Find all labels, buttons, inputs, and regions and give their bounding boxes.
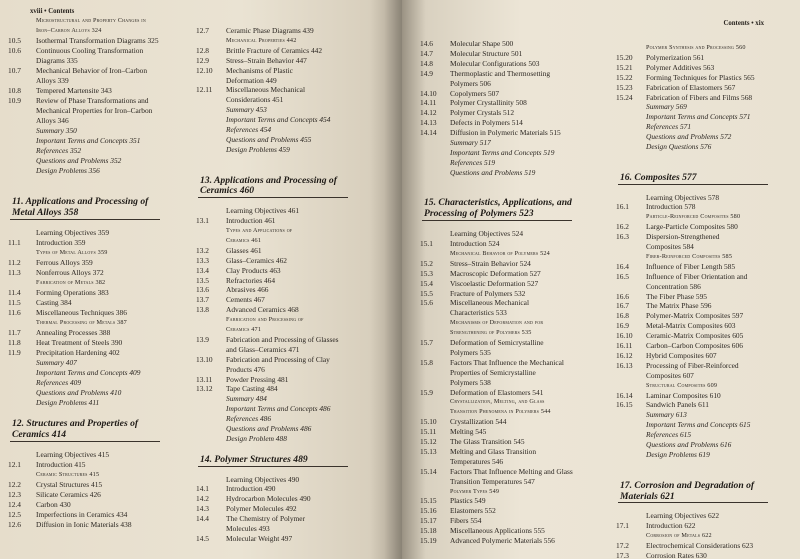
chapter-underline — [198, 197, 348, 198]
section-number: 15.2 — [420, 258, 433, 268]
entry-title: Introduction 359 — [36, 238, 86, 247]
entry-title: Important Terms and Concepts 519 — [450, 147, 555, 157]
entry-title: 15. Characteristics, Applications, and — [424, 197, 572, 209]
entry-title: Stress–Strain Behavior 447 — [226, 55, 307, 65]
entry-title: Learning Objectives 461 — [226, 206, 300, 216]
section-number: 13.12 — [196, 384, 213, 394]
section-number: 13.9 — [196, 334, 209, 344]
entry-title: Structural Composites 609 — [646, 381, 718, 389]
entry-title: Strengthening of Polymers 535 — [450, 329, 532, 337]
page-gutter-shadow — [384, 0, 402, 559]
entry-title: Products 476 — [226, 364, 265, 374]
section-number: 13.2 — [196, 245, 209, 255]
entry-title: Mechanical Behavior of Polymers 524 — [450, 249, 550, 257]
entry-title: Fabrication of Elastomers 567 — [646, 82, 736, 92]
entry-title: Considerations 451 — [226, 95, 284, 105]
entry-title: Iron–Carbon Alloys 324 — [36, 27, 102, 34]
chapter-underline — [618, 502, 768, 503]
entry-title: Polymer Crystals 512 — [450, 108, 515, 118]
entry-title: Annealing Processes 388 — [36, 328, 111, 337]
entry-title: Polymer Molecules 492 — [226, 504, 297, 514]
section-number: 12.10 — [196, 65, 213, 75]
entry-title: Learning Objectives 490 — [226, 474, 300, 484]
section-number: 15.15 — [420, 496, 437, 506]
entry-title: Factors That Influence the Mechanical — [450, 357, 564, 367]
section-number: 15.23 — [616, 82, 633, 92]
chapter-underline — [422, 220, 572, 221]
entry-title: Questions and Problems 486 — [226, 424, 312, 433]
entry-title: Introduction 461 — [226, 216, 276, 226]
section-number: 15.18 — [420, 526, 437, 536]
entry-title: Transition Temperatures 547 — [450, 476, 535, 486]
section-number: 14.13 — [420, 118, 437, 128]
section-number: 14.10 — [420, 88, 437, 98]
section-number: 12.5 — [8, 510, 21, 519]
entry-title: Cements 467 — [226, 295, 265, 305]
entry-title: References 409 — [36, 378, 82, 387]
entry-title: Alloys 346 — [36, 116, 69, 125]
section-number: 16.14 — [616, 390, 633, 400]
entry-title: Precipitation Hardening 402 — [36, 348, 120, 357]
entry-title: Polymerization 561 — [646, 52, 705, 62]
entry-title: Processing of Fiber-Reinforced — [646, 360, 739, 370]
section-number: 15.11 — [420, 427, 437, 437]
entry-title: Fabrication and Processing of Clay — [226, 354, 330, 364]
entry-title: References 352 — [36, 146, 82, 155]
section-number: 16.4 — [616, 261, 629, 271]
section-number: 10.8 — [8, 86, 21, 95]
section-number: 11.7 — [8, 328, 21, 337]
entry-title: Questions and Problems 616 — [646, 440, 732, 449]
entry-title: Sandwich Panels 611 — [646, 400, 709, 410]
section-number: 14.3 — [196, 504, 209, 514]
entry-title: Polymer Crystallinity 508 — [450, 98, 527, 108]
entry-title: Introduction 578 — [646, 202, 696, 212]
entry-title: Silicate Ceramics 426 — [36, 490, 101, 499]
section-number: 11.2 — [8, 258, 21, 267]
entry-title: Types of Metal Alloys 359 — [36, 249, 108, 256]
section-number: 16.13 — [616, 360, 633, 370]
entry-title: Diffusion in Ionic Materials 438 — [36, 520, 132, 529]
entry-title: Design Problems 459 — [226, 144, 290, 154]
section-number: 15.6 — [420, 298, 433, 308]
section-number: 17.2 — [616, 541, 629, 550]
entry-title: Heat Treatment of Steels 390 — [36, 338, 123, 347]
entry-title: Design Questions 576 — [646, 142, 712, 151]
entry-title: Miscellaneous Mechanical — [450, 298, 530, 308]
section-number: 15.4 — [420, 278, 433, 288]
section-number: 13.4 — [196, 265, 209, 275]
entry-title: Mechanical Properties 442 — [226, 36, 297, 44]
section-number: 13.6 — [196, 285, 209, 295]
entry-title: Summary 517 — [450, 138, 491, 147]
section-number: 10.6 — [8, 46, 21, 55]
section-number: 12.6 — [8, 520, 21, 529]
entry-title: Influence of Fiber Length 585 — [646, 261, 736, 271]
entry-title: Design Problem 488 — [226, 433, 287, 443]
entry-title: Diffusion in Polymeric Materials 515 — [450, 128, 561, 138]
entry-title: Summary 484 — [226, 394, 267, 404]
entry-title: Fabrication and Processing of — [226, 316, 304, 324]
entry-title: Polymers 535 — [450, 347, 491, 357]
section-number: 12.9 — [196, 55, 209, 65]
entry-title: Advanced Ceramics 468 — [226, 305, 299, 315]
entry-title: Questions and Problems 455 — [226, 134, 312, 144]
section-number: 14.8 — [420, 58, 433, 68]
entry-title: Alloys 339 — [36, 76, 69, 85]
section-number: 10.7 — [8, 66, 21, 75]
entry-title: 13. Applications and Processing of — [200, 174, 337, 186]
section-number: 13.3 — [196, 255, 209, 265]
section-number: 16.9 — [616, 321, 629, 331]
entry-title: Electrochemical Considerations 623 — [646, 541, 754, 550]
entry-title: Polymer Synthesis and Processing 560 — [646, 44, 746, 51]
section-number: 14.7 — [420, 48, 433, 58]
entry-title: Introduction 622 — [646, 521, 696, 531]
section-number: 15.8 — [420, 357, 433, 367]
entry-title: Polymers 538 — [450, 377, 491, 387]
entry-title: Clay Products 463 — [226, 265, 281, 275]
entry-title: Summary 569 — [646, 102, 687, 112]
entry-title: 12. Structures and Properties of — [12, 418, 139, 429]
entry-title: Learning Objectives 524 — [450, 229, 524, 239]
entry-title: Tape Casting 484 — [226, 384, 278, 394]
entry-title: Carbon–Carbon Composites 606 — [646, 341, 743, 350]
section-number: 13.8 — [196, 305, 209, 315]
entry-title: Questions and Problems 352 — [36, 156, 122, 165]
entry-title: Viscoelastic Deformation 527 — [450, 278, 539, 288]
entry-title: Plastics 549 — [450, 496, 486, 506]
entry-title: Hybrid Composites 607 — [646, 350, 717, 360]
section-number: 15.14 — [420, 466, 437, 476]
entry-title: Molecular Configurations 503 — [450, 58, 540, 68]
entry-title: Ceramics 461 — [226, 236, 262, 244]
entry-title: Crystal Structures 415 — [36, 480, 103, 489]
entry-title: Isothermal Transformation Diagrams 325 — [36, 36, 159, 45]
entry-title: References 615 — [646, 430, 692, 440]
entry-title: Elastomers 552 — [450, 506, 496, 516]
chapter-underline — [198, 466, 348, 467]
entry-title: Molecules 493 — [226, 524, 270, 533]
entry-title: Influence of Fiber Orientation and — [646, 271, 748, 281]
entry-title: Molecular Shape 500 — [450, 39, 514, 48]
entry-title: The Fiber Phase 595 — [646, 291, 707, 301]
section-number: 12.11 — [196, 85, 213, 95]
entry-title: Polymer Additives 563 — [646, 62, 715, 72]
entry-title: Polymer-Matrix Composites 597 — [646, 311, 744, 321]
section-number: 16.10 — [616, 331, 633, 341]
chapter-underline — [10, 219, 160, 220]
entry-title: Introduction 415 — [36, 460, 86, 469]
entry-title: Design Problems 356 — [36, 166, 100, 175]
section-number: 14.12 — [420, 108, 437, 118]
entry-title: References 519 — [450, 157, 496, 167]
section-number: 16.2 — [616, 222, 629, 232]
section-number: 14.9 — [420, 68, 433, 78]
section-number: 10.5 — [8, 36, 21, 45]
entry-title: Learning Objectives 578 — [646, 192, 720, 202]
entry-title: Advanced Polymeric Materials 556 — [450, 536, 555, 545]
chapter-underline — [10, 441, 160, 442]
entry-title: Important Terms and Concepts 571 — [646, 112, 751, 122]
entry-title: Fracture of Polymers 532 — [450, 288, 526, 298]
entry-title: Fiber-Reinforced Composites 585 — [646, 252, 733, 260]
entry-title: Miscellaneous Mechanical — [226, 85, 306, 95]
entry-title: Crystallization 544 — [450, 417, 507, 427]
entry-title: Diagrams 335 — [36, 56, 78, 65]
entry-title: Important Terms and Concepts 486 — [226, 404, 331, 414]
entry-title: Forming Techniques for Plastics 565 — [646, 72, 755, 82]
chapter-underline — [618, 184, 768, 185]
section-number: 11.6 — [8, 308, 21, 317]
section-number: 16.12 — [616, 350, 633, 360]
entry-title: Characteristics 533 — [450, 308, 507, 318]
section-number: 13.1 — [196, 216, 209, 226]
section-number: 15.13 — [420, 446, 437, 456]
section-number: 16.1 — [616, 202, 629, 212]
section-number: 16.6 — [616, 291, 629, 301]
section-number: 13.7 — [196, 295, 209, 305]
entry-title: Laminar Composites 610 — [646, 390, 721, 400]
entry-title: Glass–Ceramics 462 — [226, 255, 287, 265]
entry-title: Carbon 430 — [36, 500, 71, 509]
section-number: 16.8 — [616, 311, 629, 321]
entry-title: Ceramic Phase Diagrams 439 — [226, 26, 314, 35]
entry-title: Metal Alloys 358 — [12, 207, 79, 218]
entry-title: Introduction 524 — [450, 239, 500, 248]
entry-title: Nonferrous Alloys 372 — [36, 268, 104, 277]
section-number: 13.10 — [196, 354, 213, 364]
entry-title: Fabrication and Processing of Glasses — [226, 334, 339, 344]
section-number: 17.3 — [616, 550, 629, 559]
section-number: 11.3 — [8, 268, 21, 277]
section-number: 11.1 — [8, 238, 21, 247]
section-number: 15.17 — [420, 516, 437, 526]
section-number: 15.1 — [420, 239, 433, 248]
section-number: 16.3 — [616, 232, 629, 242]
entry-title: Materials 621 — [620, 490, 675, 502]
entry-title: Design Problems 619 — [646, 449, 710, 459]
entry-title: Important Terms and Concepts 409 — [36, 368, 141, 377]
entry-title: Types and Applications of — [226, 227, 293, 234]
entry-title: Ceramic Structures 415 — [36, 471, 100, 478]
entry-title: Ceramics 460 — [200, 185, 255, 197]
entry-title: Fibers 554 — [450, 516, 482, 526]
section-number: 14.11 — [420, 98, 437, 108]
section-number: 15.21 — [616, 62, 633, 72]
entry-title: Refractories 464 — [226, 275, 276, 285]
entry-title: References 571 — [646, 122, 692, 132]
entry-title: Transition Phenomena in Polymers 544 — [450, 408, 551, 416]
entry-title: Learning Objectives 415 — [36, 450, 110, 459]
section-number: 14.14 — [420, 128, 437, 138]
entry-title: The Glass Transition 545 — [450, 437, 525, 446]
section-number: 15.10 — [420, 417, 437, 427]
section-number: 14.2 — [196, 494, 209, 504]
section-number: 17.1 — [616, 521, 629, 531]
entry-title: References 486 — [226, 414, 272, 424]
section-number: 12.7 — [196, 26, 209, 35]
entry-title: Polymer Types 549 — [450, 487, 500, 495]
entry-title: Questions and Problems 410 — [36, 388, 122, 397]
section-number: 14.5 — [196, 533, 209, 543]
entry-title: Crystallization, Melting, and Glass — [450, 398, 545, 406]
section-number: 12.1 — [8, 460, 21, 469]
entry-title: Casting 384 — [36, 298, 72, 307]
entry-title: Summary 407 — [36, 358, 77, 367]
entry-title: Concentration 586 — [646, 281, 701, 291]
entry-title: 14. Polymer Structures 489 — [200, 453, 308, 465]
section-number: 12.8 — [196, 45, 209, 55]
section-number: 15.9 — [420, 387, 433, 397]
entry-title: Questions and Problems 519 — [450, 167, 536, 177]
entry-title: Molecular Weight 497 — [226, 533, 293, 543]
section-number: 16.15 — [616, 400, 633, 410]
entry-title: and Glass–Ceramics 471 — [226, 344, 300, 354]
entry-title: Processing of Polymers 523 — [424, 208, 534, 220]
entry-title: Miscellaneous Applications 555 — [450, 526, 545, 536]
entry-title: Mechanical Behavior of Iron–Carbon — [36, 66, 148, 75]
entry-title: The Chemistry of Polymer — [226, 514, 306, 524]
entry-title: Particle-Reinforced Composites 580 — [646, 213, 741, 221]
entry-title: Imperfections in Ceramics 434 — [36, 510, 128, 519]
right-page — [402, 0, 800, 559]
running-header-right: Contents • xix — [723, 20, 764, 27]
entry-title: Summary 613 — [646, 410, 687, 420]
section-number: 11.5 — [8, 298, 21, 307]
entry-title: 16. Composites 577 — [620, 171, 697, 183]
entry-title: Tempered Martensite 343 — [36, 86, 112, 95]
entry-title: Continuous Cooling Transformation — [36, 46, 144, 55]
section-number: 16.5 — [616, 271, 629, 281]
entry-title: Deformation of Elastomers 541 — [450, 387, 544, 397]
entry-title: Important Terms and Concepts 454 — [226, 115, 331, 125]
entry-title: Miscellaneous Techniques 386 — [36, 308, 127, 317]
entry-title: Corrosion Rates 630 — [646, 550, 707, 559]
entry-title: Melting 545 — [450, 427, 487, 437]
entry-title: Deformation of Semicrystalline — [450, 338, 544, 347]
entry-title: Brittle Fracture of Ceramics 442 — [226, 45, 323, 55]
section-number: 15.5 — [420, 288, 433, 298]
section-number: 12.4 — [8, 500, 21, 509]
entry-title: Factors That Influence Melting and Glass — [450, 466, 573, 476]
entry-title: Introduction 490 — [226, 484, 276, 494]
entry-title: Learning Objectives 359 — [36, 228, 110, 237]
entry-title: Review of Phase Transformations and — [36, 96, 149, 105]
section-number: 14.6 — [420, 39, 433, 48]
entry-title: Thermal Processing of Metals 387 — [36, 319, 127, 326]
entry-title: Learning Objectives 622 — [646, 511, 720, 521]
entry-title: Hydrocarbon Molecules 490 — [226, 494, 311, 504]
entry-title: References 454 — [226, 125, 272, 134]
section-number: 15.20 — [616, 52, 633, 62]
entry-title: Dispersion-Strengthened — [646, 232, 720, 242]
entry-title: Important Terms and Concepts 351 — [36, 136, 141, 145]
entry-title: Ceramic-Matrix Composites 605 — [646, 331, 744, 341]
section-number: 12.2 — [8, 480, 21, 489]
section-number: 15.16 — [420, 506, 437, 516]
entry-title: Ferrous Alloys 359 — [36, 258, 93, 267]
entry-title: 17. Corrosion and Degradation of — [620, 479, 755, 491]
section-number: 10.9 — [8, 96, 21, 105]
section-number: 14.4 — [196, 514, 209, 524]
entry-title: The Matrix Phase 596 — [646, 301, 712, 311]
section-number: 15.24 — [616, 92, 633, 102]
section-number: 11.9 — [8, 348, 21, 357]
entry-title: Mechanisms of Deformation and for — [450, 319, 544, 327]
entry-title: Corrosion of Metals 622 — [646, 532, 712, 540]
entry-title: Fabrication of Fibers and Films 568 — [646, 92, 753, 102]
entry-title: Forming Operations 383 — [36, 288, 109, 297]
section-number: 15.22 — [616, 72, 633, 82]
entry-title: Defects in Polymers 514 — [450, 118, 523, 128]
running-header-left: xviii • Contents — [30, 8, 75, 15]
section-number: 13.11 — [196, 374, 213, 384]
section-number: 15.7 — [420, 338, 433, 347]
section-number: 15.3 — [420, 268, 433, 278]
entry-title: Design Problems 411 — [36, 398, 100, 407]
entry-title: Melting and Glass Transition — [450, 446, 537, 456]
entry-title: Deformation 449 — [226, 75, 277, 85]
entry-title: Summary 453 — [226, 105, 267, 115]
entry-title: Copolymers 507 — [450, 88, 500, 98]
entry-title: Polymers 506 — [450, 78, 491, 88]
entry-title: Ceramics 471 — [226, 326, 262, 333]
entry-title: Stress–Strain Behavior 524 — [450, 258, 531, 268]
entry-title: Ceramics 414 — [12, 429, 67, 440]
entry-title: Questions and Problems 572 — [646, 132, 732, 142]
entry-title: Glasses 461 — [226, 245, 262, 255]
section-number: 16.7 — [616, 301, 629, 311]
section-number: 15.12 — [420, 437, 437, 446]
section-number: 16.11 — [616, 341, 633, 350]
entry-title: Important Terms and Concepts 615 — [646, 420, 751, 430]
section-number: 11.8 — [8, 338, 21, 347]
entry-title: Mechanical Properties for Iron–Carbon — [36, 106, 153, 115]
entry-title: Properties of Semicrystalline — [450, 367, 536, 377]
entry-title: Large-Particle Composites 580 — [646, 222, 738, 232]
entry-title: Thermoplastic and Thermosetting — [450, 68, 551, 78]
entry-title: Microstructural and Property Changes in — [36, 17, 146, 24]
entry-title: Composites 607 — [646, 370, 694, 380]
entry-title: Molecular Structure 501 — [450, 48, 523, 58]
entry-title: 11. Applications and Processing of — [12, 196, 149, 207]
entry-title: Macroscopic Deformation 527 — [450, 268, 541, 278]
section-number: 12.3 — [8, 490, 21, 499]
entry-title: Metal-Matrix Composites 603 — [646, 321, 736, 331]
entry-title: Mechanisms of Plastic — [226, 65, 293, 75]
entry-title: Summary 350 — [36, 126, 77, 135]
section-number: 14.1 — [196, 484, 209, 494]
entry-title: Abrasives 466 — [226, 285, 269, 295]
section-number: 15.19 — [420, 536, 437, 545]
entry-title: Temperatures 546 — [450, 456, 504, 466]
section-number: 11.4 — [8, 288, 21, 297]
section-number: 13.5 — [196, 275, 209, 285]
entry-title: Composites 584 — [646, 242, 694, 251]
entry-title: Powder Pressing 481 — [226, 374, 289, 384]
entry-title: Fabrication of Metals 382 — [36, 279, 106, 286]
